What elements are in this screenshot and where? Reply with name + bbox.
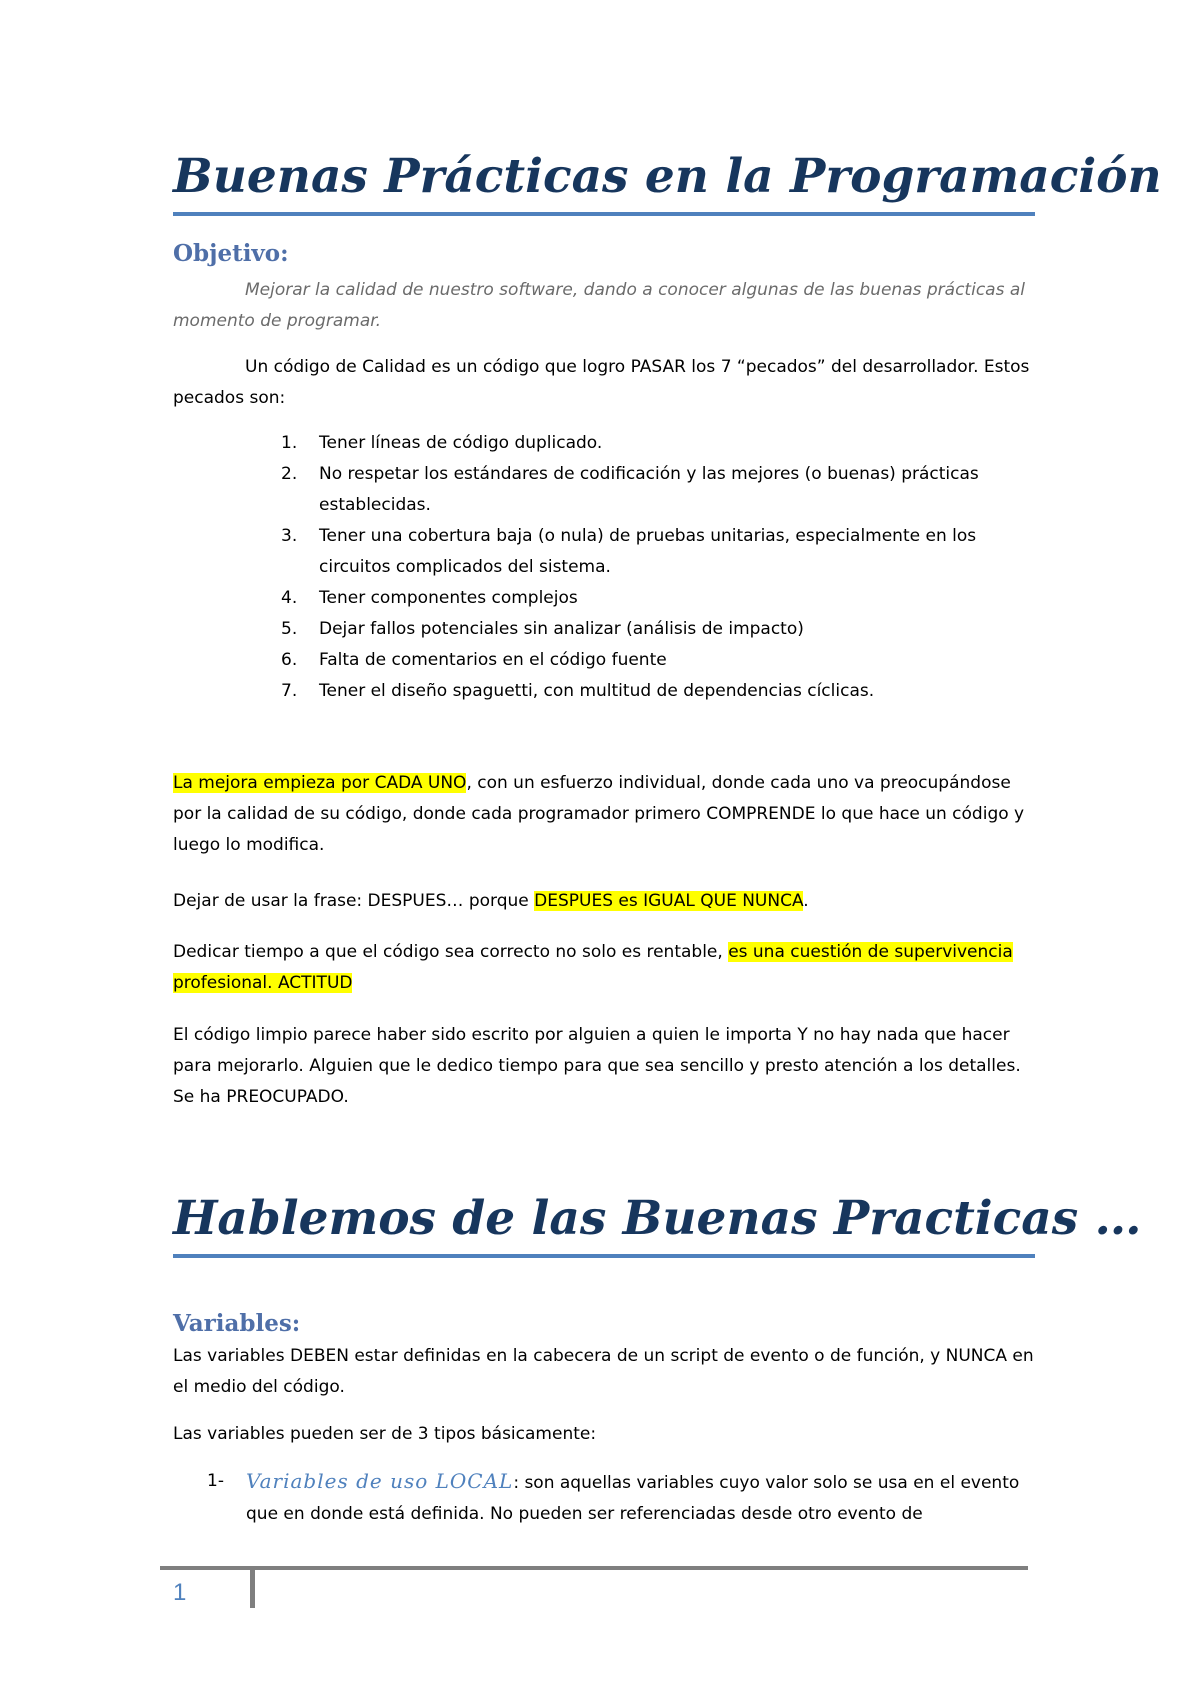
highlighted-text: es una cuestión de supervivencia profesional. ACTITUD <box>173 942 1013 993</box>
main-heading: Buenas Prácticas en la Programación <box>173 148 1035 216</box>
list-item: 6. Falta de comentarios en el código fuente <box>281 650 667 670</box>
despues-paragraph: Dejar de usar la frase: DESPUES… porque DESPUES es IGUAL QUE NUNCA. <box>173 891 809 911</box>
sins-list <box>173 428 1035 707</box>
variables-types-paragraph: Las variables pueden ser de 3 tipos básicamente: <box>173 1424 597 1444</box>
page-number: 1 <box>173 1579 187 1606</box>
objetivo-section <box>173 240 1035 337</box>
section-heading: Hablemos de las Buenas Practicas … <box>173 1190 1035 1258</box>
objetivo-heading: Objetivo: <box>173 240 289 267</box>
list-item: 4. Tener componentes complejos <box>281 588 578 608</box>
highlighted-text: DESPUES es IGUAL QUE NUNCA <box>534 891 804 911</box>
mejora-paragraph: La mejora empieza por CADA UNO, con un esfuerzo individual, donde cada uno va preocupándose por la calidad de su código, donde cada programador primero COMPRENDE lo que hace un código y luego lo modifica. <box>173 773 1025 855</box>
list-item: 1- Variables de uso LOCAL: son aquellas variables cuyo valor solo se usa en el evento que en donde está definida. No pueden ser referenciadas desde otro evento de <box>207 1469 1020 1524</box>
intro-paragraph: Un código de Calidad es un código que logro PASAR los 7 “pecados” del desarrollador. Estos pecados son: <box>173 357 1030 408</box>
highlighted-text: La mejora empieza por CADA UNO <box>173 773 467 793</box>
list-item: 1. Tener líneas de código duplicado. <box>281 433 603 453</box>
variables-section <box>173 1310 1035 1530</box>
footer-divider <box>160 1566 1028 1570</box>
variable-type-title: Variables de uso LOCAL <box>246 1469 514 1493</box>
list-item: 7. Tener el diseño spaguetti, con multitud de dependencias cíclicas. <box>281 681 875 701</box>
list-item: 2. No respetar los estándares de codificación y las mejores (o buenas) prácticas establecidas. <box>281 464 979 515</box>
list-item: 5. Dejar fallos potenciales sin analizar (análisis de impacto) <box>281 619 804 639</box>
variables-heading: Variables: <box>173 1310 301 1337</box>
objetivo-text: Mejorar la calidad de nuestro software, dando a conocer algunas de las buenas prácticas al momento de programar. <box>173 280 1025 331</box>
list-item: 3. Tener una cobertura baja (o nula) de pruebas unitarias, especialmente en los circuitos complicados del sistema. <box>281 526 977 577</box>
footer-vertical-divider <box>250 1566 255 1608</box>
variables-paragraph: Las variables DEBEN estar definidas en la cabecera de un script de evento o de función, y NUNCA en el medio del código. <box>173 1346 1034 1397</box>
limpio-paragraph: El código limpio parece haber sido escrito por alguien a quien le importa Y no hay nada que hacer para mejorarlo. Alguien que le dedico tiempo para que sea sencillo y presto atención a los detalles. Se ha PREOCUPADO. <box>173 1025 1021 1107</box>
tiempo-paragraph: Dedicar tiempo a que el código sea correcto no solo es rentable, es una cuestión de supervivencia profesional. ACTITUD <box>173 942 1013 993</box>
